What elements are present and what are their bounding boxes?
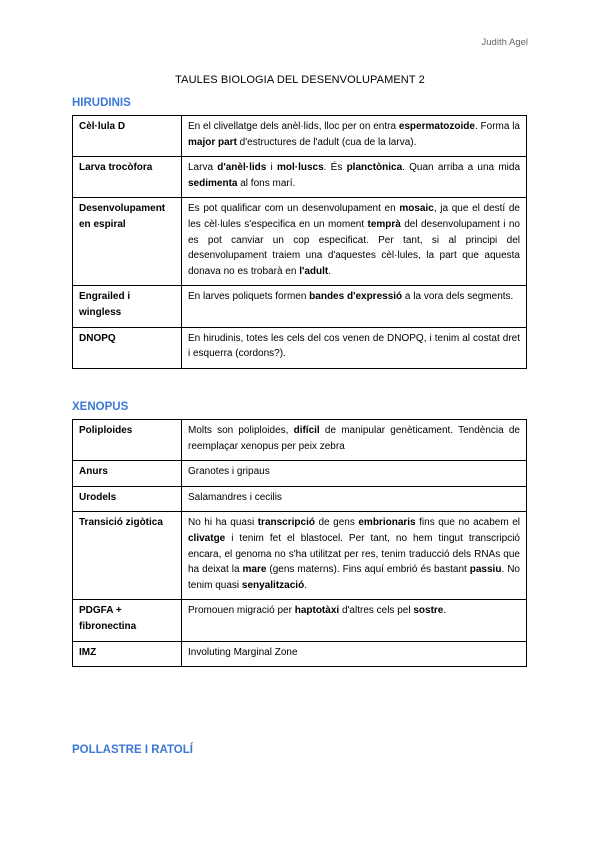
section-heading-hirudinis: HIRUDINIS	[72, 97, 131, 109]
table-xenopus	[72, 419, 527, 667]
term-cell: Larva trocòfora	[73, 157, 182, 198]
bold-term: difícil	[293, 425, 320, 436]
table-row	[73, 198, 527, 286]
table-row	[73, 641, 527, 667]
table-row	[73, 600, 527, 641]
bold-term: senyalització	[241, 579, 305, 591]
definition-text: .	[328, 265, 332, 277]
definition-cell	[182, 486, 527, 512]
term-cell: IMZ	[73, 641, 182, 667]
definition-cell	[182, 116, 527, 157]
definition-cell	[182, 600, 527, 641]
definition-text: . Forma la	[474, 121, 520, 132]
definition-text: , ja que el destí de les cèl·lules s'especifica en un moment	[188, 203, 520, 230]
term-cell: Anurs	[73, 461, 182, 487]
bold-term: mol·luscs	[276, 162, 324, 174]
bold-term: major part	[188, 136, 237, 148]
table-row	[73, 512, 527, 600]
term-cell: Engrailed i wingless	[73, 286, 182, 327]
table-hirudinis	[72, 115, 527, 369]
bold-term: clivatge	[188, 532, 226, 544]
definition-text: (gens materns). Fins aquí embrió és bastant	[266, 564, 470, 576]
bold-term: planctònica	[346, 162, 403, 174]
definition-text: i	[266, 162, 277, 174]
bold-term: embrionaris	[358, 517, 416, 529]
table-body	[73, 116, 527, 369]
definition-cell	[182, 461, 527, 487]
definition-cell	[182, 327, 527, 368]
bold-term: temprà	[367, 218, 401, 230]
bold-term: sedimenta	[188, 177, 238, 189]
bold-term: haptotàxi	[294, 605, 340, 617]
bold-term: bandes d'expressió	[309, 291, 403, 303]
definition-cell	[182, 157, 527, 198]
section-heading-pollastre-i-ratoli: POLLASTRE I RATOLÍ	[72, 744, 193, 756]
term-cell: Desenvolupament en espiral	[73, 198, 182, 286]
definition-text: . Quan arriba a una mida	[402, 162, 521, 174]
bold-term: l'adult	[299, 265, 329, 277]
author-name: Judith Agel	[481, 37, 528, 48]
definition-cell	[182, 512, 527, 600]
definition-text: .	[304, 579, 307, 591]
term-cell: PDGFA + fibronectina	[73, 600, 182, 641]
table-row	[73, 420, 527, 461]
definition-text: Salamandres i cecilis	[188, 491, 282, 503]
bold-term: mare	[242, 564, 267, 576]
definition-text: de manipular genèticament. Tendència de reemplaçar xenopus per peix zebra	[188, 425, 520, 452]
table-body	[73, 420, 527, 667]
bold-term: sostre	[413, 605, 444, 617]
definition-cell	[182, 286, 527, 327]
table-row	[73, 116, 527, 157]
table-row	[73, 327, 527, 368]
definition-text: . No tenim quasi	[188, 564, 520, 591]
table-row	[73, 461, 527, 487]
table-row	[73, 286, 527, 327]
definition-cell	[182, 420, 527, 461]
term-cell: Poliploides	[73, 420, 182, 461]
definition-text: .	[443, 605, 447, 617]
table-row	[73, 486, 527, 512]
definition-text: del desenvolupament i no es pot canviar un cop especificat. Per tant, si al principi del desenvolupament traiem una d'aquestes cèl·lules, la part que aquesta donava no es trobarà en	[188, 218, 520, 277]
document-title: TAULES BIOLOGIA DEL DESENVOLUPAMENT 2	[175, 74, 425, 86]
definition-text: Es pot qualificar com un desenvolupament en	[188, 203, 400, 215]
section-heading-xenopus: XENOPUS	[72, 401, 129, 413]
bold-term: passiu	[469, 564, 502, 576]
definition-text: . És	[323, 162, 347, 174]
definition-text: de gens	[314, 517, 359, 529]
definition-text: Molts son poliploides,	[188, 425, 294, 436]
definition-text: Promouen migració per	[188, 605, 295, 617]
definition-text: En hirudinis, totes les cels del cos venen de DNOPQ, i tenim al costat dret i esquerra (cordons?).	[188, 332, 520, 360]
definition-text: En larves poliquets formen	[188, 291, 310, 303]
bold-term: d'anèl·lids	[217, 162, 267, 174]
definition-text: d'altres cels pel	[339, 605, 414, 617]
definition-text: al fons marí.	[237, 177, 296, 189]
definition-text: d'estructures de l'adult (cua de la larva).	[236, 136, 417, 148]
table-row	[73, 157, 527, 198]
bold-term: mosaic	[399, 203, 434, 215]
definition-text: i tenim fet el blastocel. Per tant, no hem tingut transcripció encara, el genoma no s'ha utilitzat per res, tenim traducció dels RNAs que ha deixat la	[188, 532, 520, 576]
definition-text: Larva	[188, 162, 218, 174]
definition-cell	[182, 198, 527, 286]
term-cell: Transició zigòtica	[73, 512, 182, 600]
definition-text: fins que no acabem el	[415, 517, 520, 529]
bold-term: transcripció	[257, 517, 315, 529]
definition-text: No hi ha quasi	[188, 517, 258, 529]
definition-text: Involuting Marginal Zone	[188, 646, 298, 658]
definition-text: En el clivellatge dels anèl·lids, lloc per on entra	[188, 121, 399, 132]
term-cell: DNOPQ	[73, 327, 182, 368]
definition-text: Granotes i gripaus	[188, 466, 270, 478]
term-cell: Urodels	[73, 486, 182, 512]
definition-cell	[182, 641, 527, 667]
definition-text: a la vora dels segments.	[402, 291, 514, 303]
bold-term: espermatozoide	[398, 121, 475, 132]
term-cell: Cèl·lula D	[73, 116, 182, 157]
